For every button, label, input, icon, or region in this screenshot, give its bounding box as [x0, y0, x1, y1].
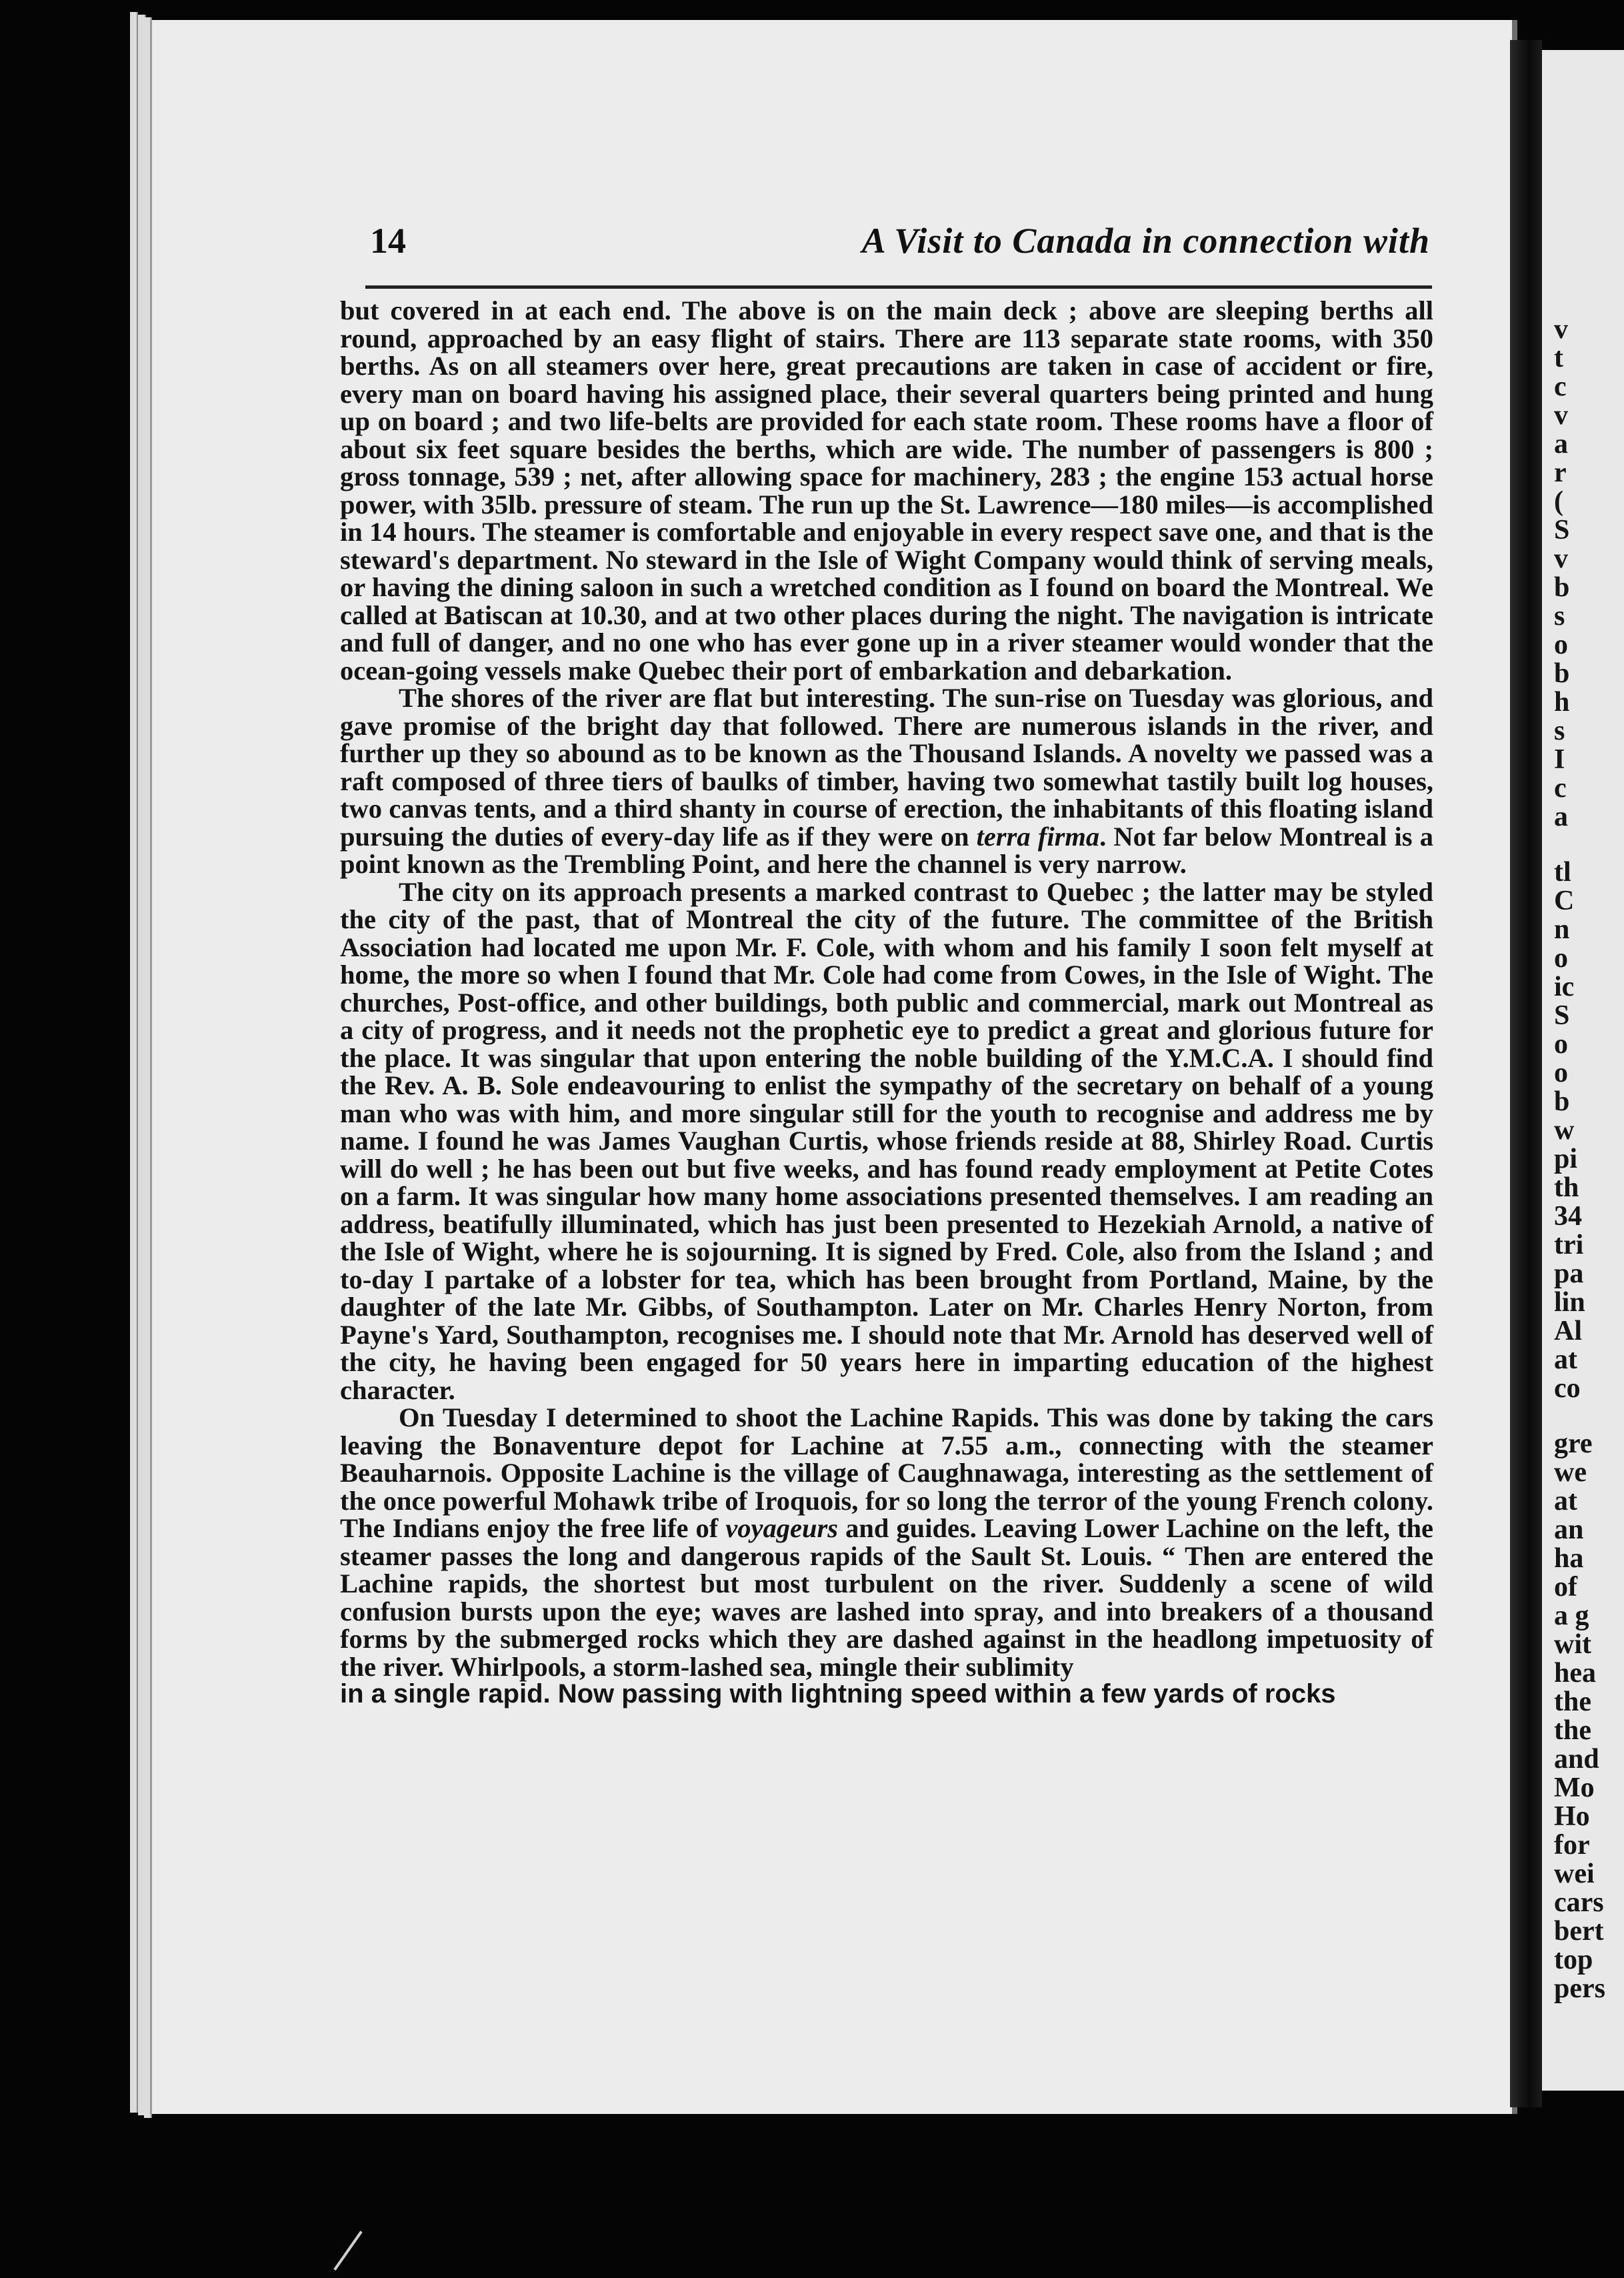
facing-page-fragment: n	[1554, 914, 1570, 945]
facing-page-fragment: t	[1554, 343, 1563, 373]
facing-page-fragment: gre	[1554, 1428, 1593, 1459]
paragraph-2	[340, 684, 1433, 878]
facing-page-fragment: at	[1554, 1344, 1577, 1375]
facing-page-fragment: s	[1554, 601, 1565, 632]
facing-page-fragment: (	[1554, 486, 1563, 517]
facing-page-fragment: r	[1554, 457, 1567, 488]
running-title: A Visit to Canada in connection with	[861, 221, 1430, 261]
page-header	[370, 220, 1430, 273]
paragraph-4-last-line: in a single rapid. Now passing with lightning speed within a few yards of rocks	[340, 1679, 1336, 1708]
italic-term: terra firma	[976, 821, 1100, 852]
facing-page-fragment: Al	[1554, 1316, 1582, 1346]
facing-page-fragment: th	[1554, 1172, 1579, 1203]
facing-page	[1542, 50, 1624, 2091]
body-text	[340, 297, 1433, 1708]
facing-page-fragment: tri	[1554, 1230, 1584, 1260]
facing-page-fragment: at	[1554, 1486, 1577, 1516]
facing-page-fragment: ic	[1554, 972, 1575, 1002]
facing-page-fragment: c	[1554, 773, 1567, 804]
paragraph-4	[340, 1404, 1433, 1680]
facing-page-fragment: wei	[1554, 1859, 1595, 1889]
facing-page-fragment: pa	[1554, 1258, 1584, 1289]
facing-page-fragment: the	[1554, 1715, 1591, 1746]
facing-page-fragment: o	[1554, 1058, 1568, 1088]
facing-page-fragment: o	[1554, 943, 1568, 974]
facing-page-fragment: hea	[1554, 1658, 1596, 1688]
facing-page-fragment: top	[1554, 1945, 1593, 1975]
facing-page-fragment: tl	[1554, 857, 1571, 888]
facing-page-fragment: pi	[1554, 1144, 1578, 1174]
facing-page-fragment: for	[1554, 1830, 1590, 1861]
facing-page-fragment: of	[1554, 1572, 1577, 1602]
facing-page-fragment: an	[1554, 1514, 1584, 1545]
facing-page-fragment: ha	[1554, 1543, 1584, 1574]
facing-page-fragment: o	[1554, 630, 1568, 660]
facing-page-fragment: S	[1554, 515, 1570, 545]
header-rule	[365, 285, 1432, 289]
facing-page-fragment: C	[1554, 886, 1575, 916]
facing-page-fragment: v	[1554, 400, 1568, 431]
facing-page-fragment: pers	[1554, 1973, 1605, 2004]
paragraph-2-text-end: . Not far below Montreal is a point known as the Trembling Point, and here the channel is very narrow.	[340, 821, 1433, 879]
facing-page-fragment: b	[1554, 1086, 1570, 1117]
paragraph-4-text-end: and guides. Leaving Lower Lachine on the left, the steamer passes the long and dangerous rapids of the Sault St. Louis. “ Then are entered the Lachine rapids, the shortest but most turbulent on the river. Suddenly a scene of wild confusion bursts upon the eye; waves are lashed into spray, and into breakers of a thousand forms by the submerged rocks which they are dashed against in the headlong impetuosity of the river. Whirlpools, a storm-lashed sea, mingle their sublimity	[340, 1513, 1433, 1682]
page-number: 14	[370, 221, 406, 261]
facing-page-fragment: we	[1554, 1457, 1587, 1488]
paragraph-3: The city on its approach presents a marked contrast to Quebec ; the latter may be styled the city of the past, that of Montreal the city of the future. The committee of the British Association had located me upon Mr. F. Cole, with whom and his family I soon felt myself at home, the more so when I found that Mr. Cole had come from Cowes, in the Isle of Wight. The churches, Post-office, and other buildings, both public and commercial, mark out Montreal as a city of progress, and it needs not the prophetic eye to predict a great and glorious future for the place. It was singular that upon entering the noble building of the Y.M.C.A. I should find the Rev. A. B. Sole endeavouring to enlist the sympathy of the secretary on behalf of a young man who was with him, and more singular still for the youth to recognise and address me by name. I found he was James Vaughan Curtis, whose friends reside at 88, Shirley Road. Curtis will do well ; he has been out but five weeks, and has found ready employment at Petite Cotes on a farm. It was singular how many home associations presented themselves. I am reading an address, beatifully illuminated, which has just been presented to Hezekiah Arnold, a native of the Isle of Wight, where he is sojourning. It is signed by Fred. Cole, also from the Island ; and to-day I partake of a lobster for tea, which has been brought from Portland, Maine, by the daughter of the late Mr. Gibbs, of Southampton. Later on Mr. Charles Henry Norton, from Payne's Yard, Southampton, recognises me. I should note that Mr. Arnold has deserved well of the city, he having been engaged for 50 years here in imparting education of the highest character.	[340, 876, 1433, 1405]
facing-page-fragment: 34	[1554, 1201, 1582, 1232]
facing-page-fragment: I	[1554, 744, 1565, 775]
facing-page-fragment: the	[1554, 1686, 1591, 1717]
facing-page-fragment: a g	[1554, 1600, 1589, 1631]
page-edge	[130, 12, 138, 2113]
facing-page-fragment: a	[1554, 429, 1568, 459]
scan-mark	[333, 2231, 362, 2271]
italic-term: voyageurs	[725, 1513, 839, 1543]
facing-page-fragment: v	[1554, 314, 1568, 345]
paragraph-4-text: On Tuesday I determined to shoot the Lachine Rapids. This was done by taking the cars leaving the Bonaventure depot for Lachine at 7.55 a.m., connecting with the steamer Beauharnois. Opposite Lachine is the village of Caughnawaga, interesting as the settlement of the once powerful Mohawk tribe of Iroquois, for so long the terror of the young French colony. The Indians enjoy the free life of	[340, 1402, 1433, 1543]
paragraph-2-text: The shores of the river are flat but interesting. The sun-rise on Tuesday was glorious, and gave promise of the bright day that followed. There are numerous islands in the river, and further up they so abound as to be known as the Thousand Islands. A novelty we passed was a raft composed of three tiers of baulks of timber, having two somewhat tastily built log houses, two canvas tents, and a third shanty in course of erection, the inhabitants of this floating island pursuing the duties of every-day life as if they were on	[340, 683, 1433, 852]
book-spine	[1510, 40, 1542, 2107]
facing-page-fragment: wit	[1554, 1629, 1591, 1660]
facing-page-fragment: c	[1554, 371, 1567, 402]
facing-page-fragment: h	[1554, 687, 1570, 718]
facing-page-fragment: o	[1554, 1029, 1568, 1060]
facing-page-fragment: w	[1554, 1115, 1575, 1146]
facing-page-fragment: Mo	[1554, 1773, 1595, 1803]
facing-page-fragment: v	[1554, 543, 1568, 574]
paragraph-1: but covered in at each end. The above is on the main deck ; above are sleeping berths all round, approached by an easy flight of stairs. There are 113 separate state rooms, with 350 berths. As on all steamers over here, great precautions are taken in case of accident or fire, every man on board having his assigned place, their several quarters being printed and hung up on board ; and two life-belts are provided for each state room. These rooms have a floor of about six feet square besides the berths, which are wide. The number of passengers is 800 ; gross tonnage, 539 ; net, after allowing space for machinery, 283 ; the engine 153 actual horse power, with 35lb. pressure of steam. The run up the St. Lawrence—180 miles—is accomplished in 14 hours. The steamer is comfortable and enjoyable in every respect save one, and that is the steward's department. No steward in the Isle of Wight Company would think of serving meals, or having the dining saloon in such a wretched condition as I found on board the Montreal. We called at Batiscan at 10.30, and at two other places during the night. The navigation is intricate and full of danger, and no one who has ever gone up in a river steamer would wonder that the ocean-going vessels make Quebec their port of embarkation and debarkation.	[340, 295, 1433, 686]
facing-page-fragment: co	[1554, 1373, 1581, 1404]
facing-page-fragment: b	[1554, 572, 1570, 603]
facing-page-fragment: a	[1554, 802, 1568, 832]
facing-page-fragment: bert	[1554, 1916, 1604, 1947]
facing-page-fragment: cars	[1554, 1887, 1604, 1918]
facing-page-fragment: b	[1554, 658, 1570, 689]
facing-page-fragment: s	[1554, 716, 1565, 746]
facing-page-fragment: Ho	[1554, 1801, 1590, 1832]
facing-page-fragment: S	[1554, 1000, 1570, 1031]
facing-page-fragment: lin	[1554, 1287, 1585, 1318]
facing-page-fragment: and	[1554, 1744, 1599, 1775]
